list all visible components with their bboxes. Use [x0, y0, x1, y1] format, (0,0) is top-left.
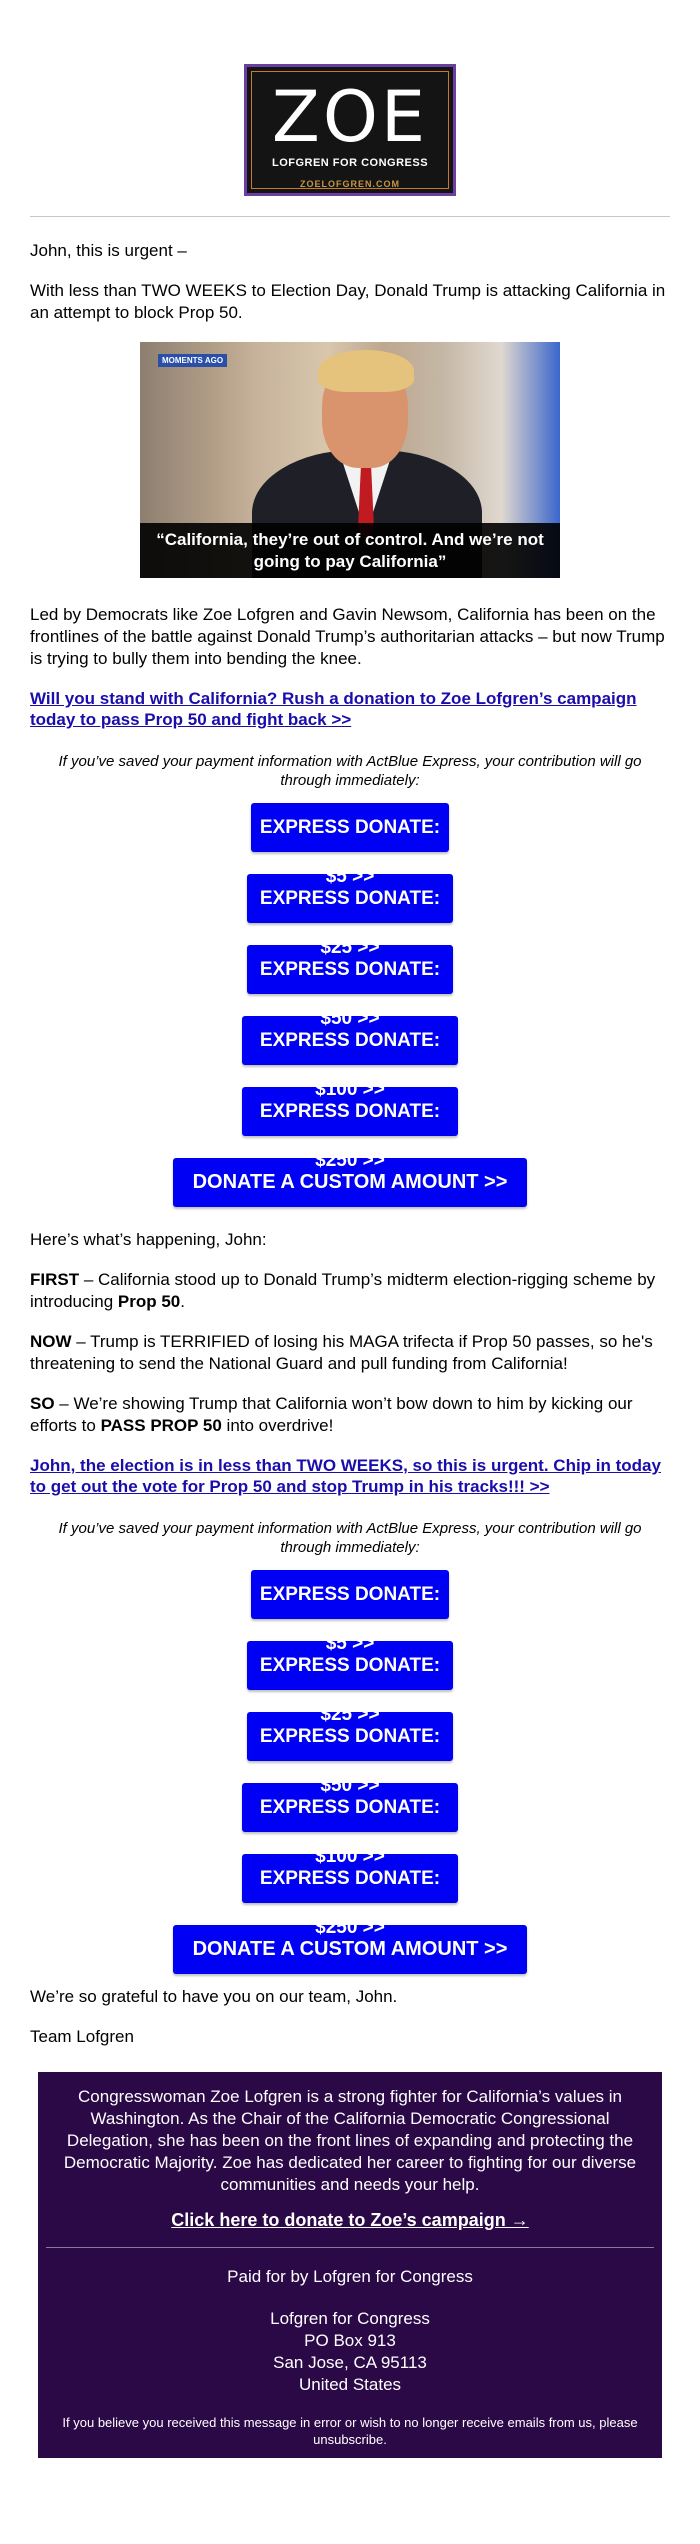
- donate-custom-amount-button[interactable]: DONATE A CUSTOM AMOUNT >>: [173, 1925, 527, 1974]
- signoff: Team Lofgren: [30, 2027, 134, 2046]
- so-paragraph: [30, 1393, 670, 1437]
- express-donate-25-button[interactable]: EXPRESS DONATE:: [247, 1641, 453, 1690]
- first-end: .: [180, 1292, 185, 1311]
- figure-hair: [318, 350, 414, 392]
- actblue-express-note: If you’ve saved your payment information with ActBlue Express, your contribution will go through immediately:: [58, 753, 642, 789]
- caption-line-1: “California, they’re out of control. And we’re not: [156, 530, 544, 549]
- so-label: SO: [30, 1394, 55, 1413]
- greeting: John, this is urgent –: [30, 241, 187, 260]
- logo-subtitle: LOFGREN FOR CONGRESS: [271, 157, 429, 169]
- so-end: into overdrive!: [221, 1416, 334, 1435]
- footer: [38, 2072, 662, 2458]
- first-bold: Prop 50: [117, 1292, 181, 1311]
- address-line-3: San Jose, CA 95113: [273, 2353, 427, 2372]
- led-by-paragraph: Led by Democrats like Zoe Lofgren and Gavin Newsom, California has been on the frontlines of the battle against Donald Trump’s authoritarian attacks – but now Trump is trying to bully them into bending the knee.: [30, 605, 665, 668]
- express-donate-100-button[interactable]: EXPRESS DONATE:: [242, 1783, 458, 1832]
- now-paragraph: [30, 1331, 670, 1375]
- trump-video-thumbnail[interactable]: [140, 342, 560, 578]
- first-label: FIRST: [30, 1270, 80, 1289]
- address-line-2: PO Box 913: [304, 2331, 396, 2350]
- campaign-logo[interactable]: [244, 64, 456, 196]
- whats-happening: Here’s what’s happening, John:: [30, 1230, 267, 1249]
- so-bold: PASS PROP 50: [100, 1416, 222, 1435]
- video-caption: [140, 523, 560, 578]
- donate-buttons-group-1: [30, 803, 670, 1207]
- express-donate-250-button[interactable]: EXPRESS DONATE:: [242, 1087, 458, 1136]
- paid-for-disclaimer: Paid for by Lofgren for Congress: [227, 2267, 473, 2286]
- actblue-express-note-2: If you’ve saved your payment information with ActBlue Express, your contribution will go through immediately:: [58, 1520, 642, 1556]
- address-line-4: United States: [298, 2375, 402, 2394]
- donate-buttons-group-2: [30, 1570, 670, 1974]
- email-body: [30, 0, 670, 2458]
- donate-custom-amount-button[interactable]: DONATE A CUSTOM AMOUNT >>: [173, 1158, 527, 1207]
- first-paragraph: [30, 1269, 670, 1313]
- so-text: – We’re showing Trump that California won’t bow down to him by kicking our efforts to: [30, 1394, 633, 1435]
- caption-line-2: going to pay California”: [253, 552, 447, 571]
- express-donate-100-button[interactable]: EXPRESS DONATE:: [242, 1016, 458, 1065]
- now-label: NOW: [30, 1332, 72, 1351]
- first-text: – California stood up to Donald Trump’s midterm election-rigging scheme by introducing: [30, 1270, 656, 1311]
- express-donate-250-button[interactable]: EXPRESS DONATE:: [242, 1854, 458, 1903]
- logo-url: ZOELOFGREN.COM: [300, 179, 400, 189]
- unsubscribe-text[interactable]: If you believe you received this message in error or wish to no longer receive emails from us, please unsubscribe.: [62, 2415, 638, 2447]
- logo-wordmark: ZOE: [271, 76, 429, 158]
- divider: [30, 216, 670, 217]
- donate-link-election-urgent[interactable]: John, the election is in less than TWO WEEKS, so this is urgent. Chip in today to get out the vote for Prop 50 and stop Trump in his tracks!!! >>: [30, 1456, 661, 1496]
- intro-paragraph: With less than TWO WEEKS to Election Day, Donald Trump is attacking California in an attempt to block Prop 50.: [30, 281, 666, 322]
- express-donate-5-button[interactable]: EXPRESS DONATE:: [251, 803, 449, 852]
- address-line-1: Lofgren for Congress: [270, 2309, 430, 2328]
- express-donate-5-button[interactable]: EXPRESS DONATE:: [251, 1570, 449, 1619]
- footer-divider: [46, 2247, 654, 2248]
- footer-bio: Congresswoman Zoe Lofgren is a strong fighter for California’s values in Washington. As the Chair of the California Democratic Congressional Delegation, she has been on the front lines of expanding and protecting the Democratic Majority. Zoe has dedicated her career to fighting for our diverse communities and needs your help.: [63, 2087, 637, 2194]
- express-donate-25-button[interactable]: EXPRESS DONATE:: [247, 874, 453, 923]
- footer-donate-link[interactable]: Click here to donate to Zoe’s campaign →: [171, 2210, 529, 2230]
- video-tag: MOMENTS AGO: [158, 354, 227, 367]
- donate-link-stand-with-california[interactable]: Will you stand with California? Rush a donation to Zoe Lofgren’s campaign today to pass Prop 50 and fight back >>: [30, 689, 637, 729]
- grateful-line: We’re so grateful to have you on our team, John.: [30, 1987, 398, 2006]
- express-donate-50-button[interactable]: EXPRESS DONATE:: [247, 945, 453, 994]
- now-text: – Trump is TERRIFIED of losing his MAGA trifecta if Prop 50 passes, so he's threatening to send the National Guard and pull funding from California!: [30, 1332, 653, 1373]
- express-donate-50-button[interactable]: EXPRESS DONATE:: [247, 1712, 453, 1761]
